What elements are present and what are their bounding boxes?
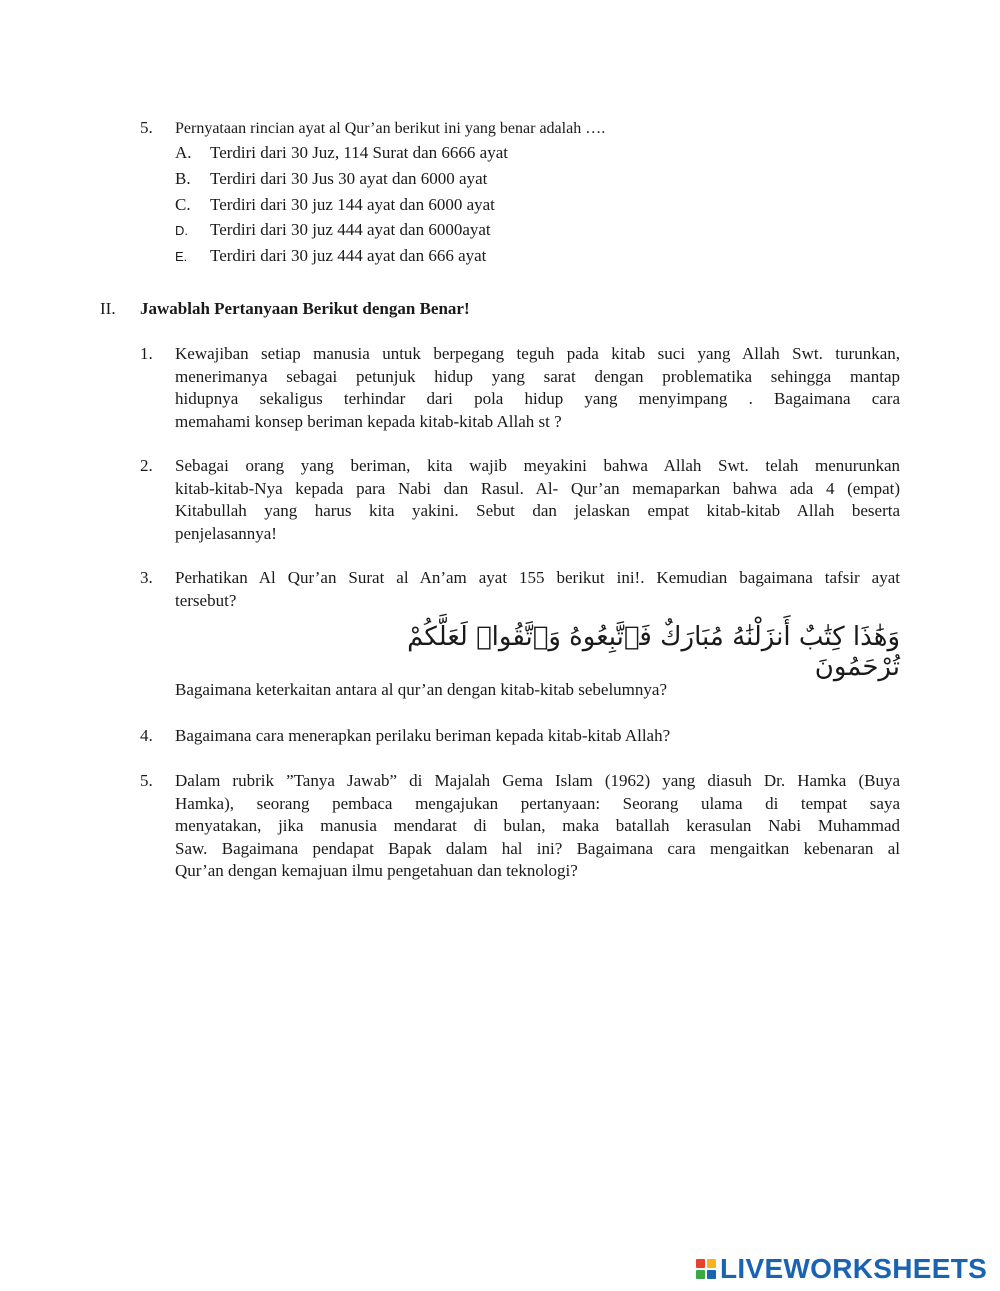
mc-option-text: Terdiri dari 30 juz 144 ayat dan 6000 ayat [210, 194, 495, 214]
essay-line: tersebut? [175, 590, 237, 610]
essay-line: Saw. Bagaimana pendapat Bapak dalam hal ini? Bagaimana cara mengaitkan kebenaran al [175, 838, 900, 858]
mc-option-text: Terdiri dari 30 Juz, 114 Surat dan 6666 ayat [210, 143, 508, 162]
section-number: II. [100, 299, 116, 318]
essay-line: menerimanya sebagai petunjuk hidup yang sarat dengan problematika sehingga mantap [175, 366, 900, 386]
mc-option-a [175, 143, 508, 169]
section-heading [100, 299, 470, 319]
mc-option-e [175, 246, 508, 272]
essay-text [175, 455, 900, 545]
section-title: Jawablah Pertanyaan Berikut dengan Benar! [140, 299, 470, 318]
essay-question-4 [140, 725, 900, 748]
essay-number: 5. [140, 771, 153, 790]
essay-line: Kitabullah yang harus kita yakini. Sebut dan jelaskan empat kitab-kitab Allah beserta [175, 501, 900, 521]
essay-text [175, 725, 900, 748]
essay-line: menyatakan, jika manusia mendarat di bulan, maka batallah kerasulan Nabi Muhammad [175, 816, 900, 836]
essay-line: kitab-kitab-Nya kepada para Nabi dan Rasul. Al- Qur’an memaparkan bahwa ada 4 (empat) [175, 478, 900, 498]
mc-question-5 [140, 118, 605, 138]
logo-block [707, 1270, 716, 1279]
essay-line: penjelasannya! [175, 523, 277, 543]
mc-question-text: Pernyataan rincian ayat al Qur’an berikut ini yang benar adalah …. [175, 120, 606, 137]
mc-option-letter: D. [175, 223, 188, 239]
essay-3-followup: Bagaimana keterkaitan antara al qur’an dengan kitab-kitab sebelumnya? [175, 680, 667, 699]
essay-line: memahami konsep beriman kepada kitab-kitab Allah st ? [175, 411, 562, 431]
logo-wordmark: LIVEWORKSHEETS [720, 1253, 988, 1284]
liveworksheets-logo [696, 1254, 987, 1284]
essay-text [175, 770, 900, 883]
essay-line: Kewajiban setiap manusia untuk berpegang teguh pada kitab suci yang Allah Swt. turunkan, [175, 344, 900, 363]
mc-option-d [175, 220, 508, 246]
essay-line: Sebagai orang yang beriman, kita wajib meyakini bahwa Allah Swt. telah menurunkan [175, 456, 900, 475]
essay-line: Hamka), seorang pembaca mengajukan pertanyaan: Seorang ulama di tempat saya [175, 793, 900, 813]
logo-blocks-icon [696, 1259, 716, 1279]
essay-line: Qur’an dengan kemajuan ilmu pengetahuan dan teknologi? [175, 861, 578, 881]
essay-number: 2. [140, 456, 153, 475]
mc-option-letter: B. [175, 168, 191, 188]
essay-question-3 [140, 567, 900, 612]
essay-question-5 [140, 770, 900, 883]
essay-line: Perhatikan Al Qur’an Surat al An’am ayat 155 berikut ini!. Kemudian bagaimana tafsir ayat [175, 568, 900, 587]
mc-option-text: Terdiri dari 30 Jus 30 ayat dan 6000 ayat [210, 168, 488, 188]
essay-number: 1. [140, 344, 153, 363]
mc-options-list [175, 143, 508, 272]
mc-option-letter: A. [175, 143, 192, 162]
essay-text [175, 343, 900, 433]
mc-option-letter: C. [175, 194, 191, 214]
essay-number: 3. [140, 568, 153, 587]
essay-question-2 [140, 455, 900, 545]
essay-text [175, 567, 900, 612]
essay-line: hidupnya sekaligus terhindar dari pola hidup yang menyimpang . Bagaimana cara [175, 389, 900, 409]
mc-option-text: Terdiri dari 30 juz 444 ayat dan 666 ayat [210, 246, 487, 266]
essay-line: Dalam rubrik ”Tanya Jawab” di Majalah Gema Islam (1962) yang diasuh Dr. Hamka (Buya [175, 771, 900, 790]
mc-question-number: 5. [140, 118, 153, 137]
quran-verse-arabic: وَهَٰذَا كِتَٰبٌ أَنزَلْنَٰهُ مُبَارَكٌ فَٱتَّبِعُوهُ وَٱتَّقُوا۟ لَعَلَّكُمْ تُرْحَمُونَ [407, 622, 900, 682]
mc-option-letter: E. [175, 249, 188, 265]
logo-block [707, 1259, 716, 1268]
essay-question-1 [140, 343, 900, 433]
logo-block [696, 1259, 705, 1268]
mc-option-b [175, 169, 508, 195]
mc-option-c [175, 195, 508, 221]
logo-block [696, 1270, 705, 1279]
mc-option-text: Terdiri dari 30 juz 444 ayat dan 6000ayat [210, 220, 491, 240]
essay-line: Bagaimana cara menerapkan perilaku beriman kepada kitab-kitab Allah? [175, 726, 671, 745]
essay-number: 4. [140, 726, 153, 745]
